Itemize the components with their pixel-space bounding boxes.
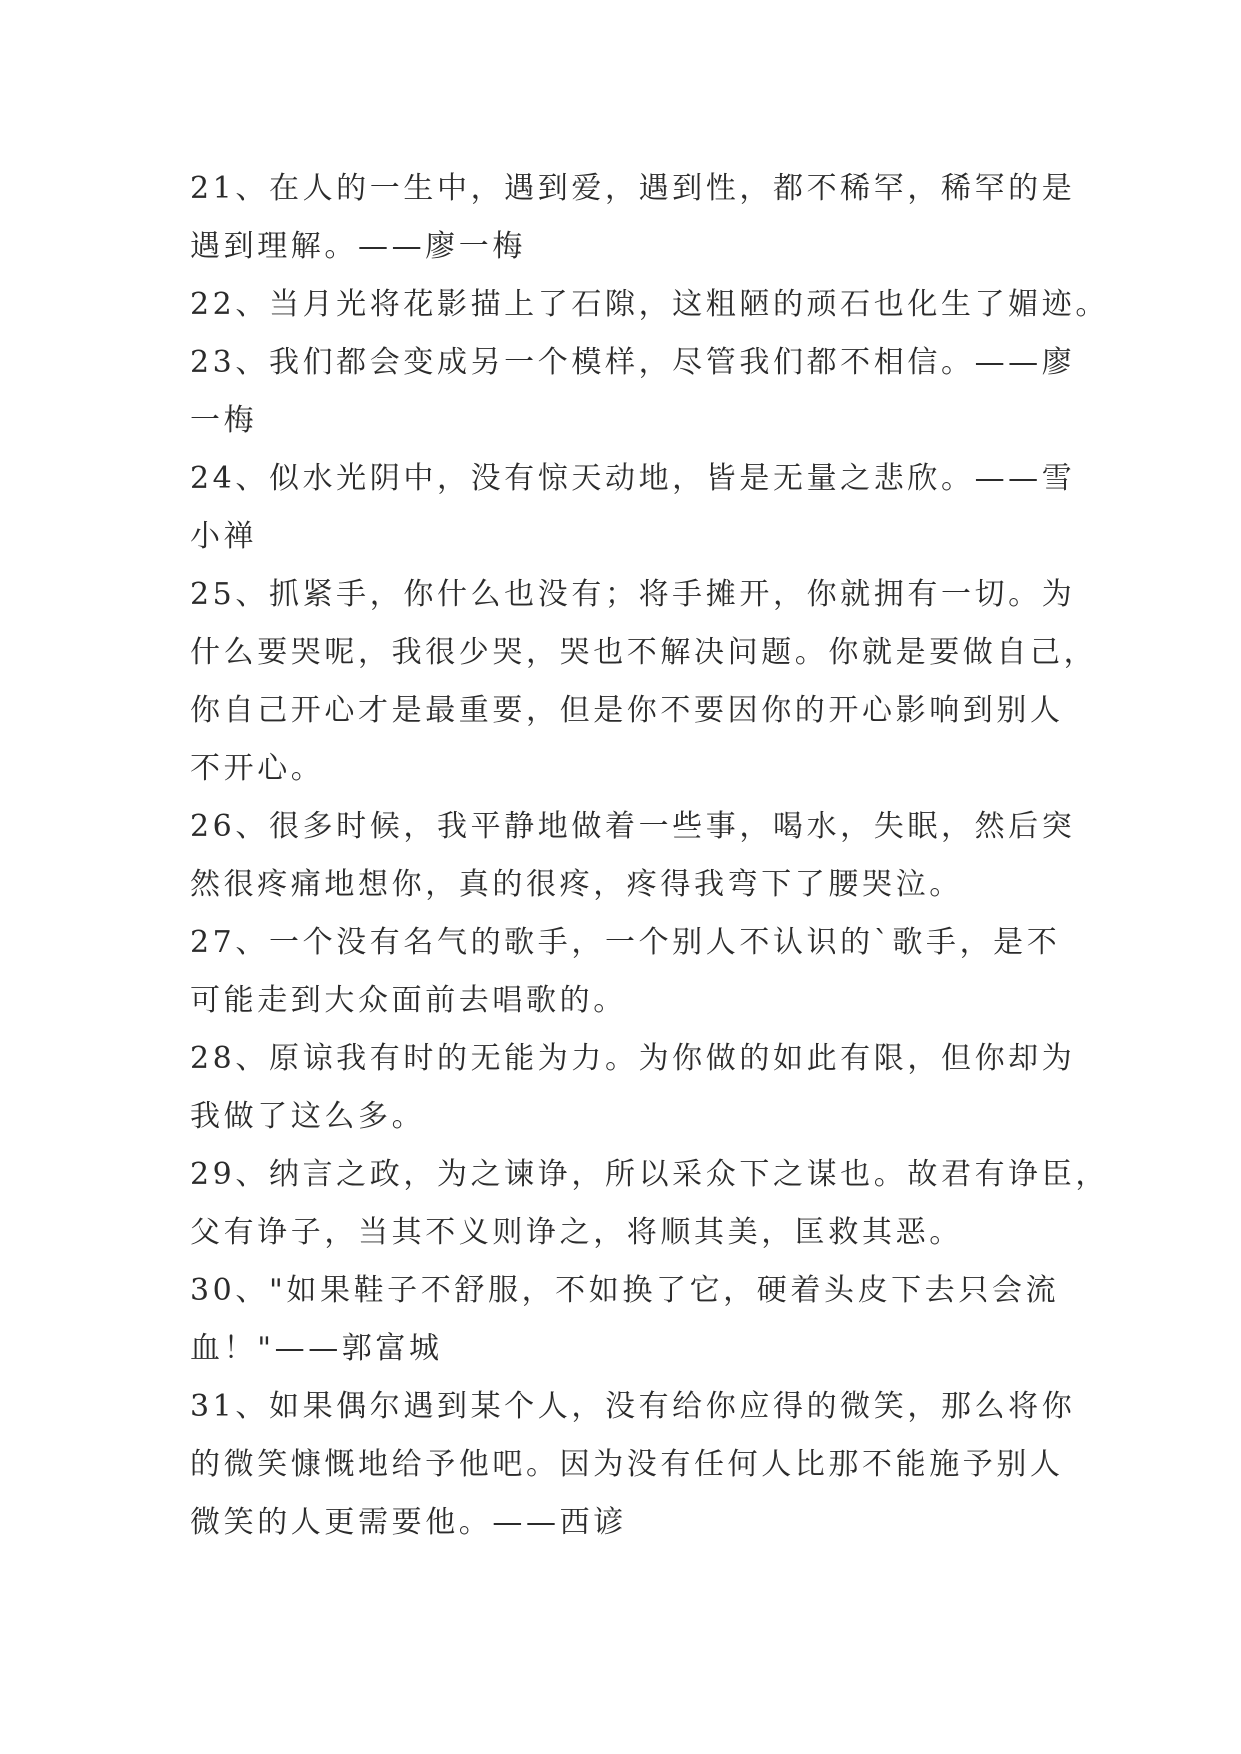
quote-line: 微笑的人更需要他。——西谚 xyxy=(190,1505,627,1540)
quote-entry-22 xyxy=(190,276,1109,334)
quote-line: 29、纳言之政，为之谏诤，所以采众下之谋也。故君有诤臣， xyxy=(190,1157,1109,1192)
quote-line: 27、一个没有名气的歌手，一个别人不认识的`歌手，是不 xyxy=(190,925,1061,960)
quote-entry-26 xyxy=(190,798,1076,914)
quote-line: 的微笑慷慨地给予他吧。因为没有任何人比那不能施予别人 xyxy=(190,1447,1064,1482)
quote-line: 30、"如果鞋子不舒服，不如换了它，硬着头皮下去只会流 xyxy=(190,1273,1060,1308)
quote-entry-27 xyxy=(190,914,1061,1030)
quote-entry-30 xyxy=(190,1262,1060,1378)
quote-line: 我做了这么多。 xyxy=(190,1099,426,1134)
quote-line: 遇到理解。——廖一梅 xyxy=(190,229,526,264)
quote-line: 26、很多时候，我平静地做着一些事，喝水，失眠，然后突 xyxy=(190,809,1076,844)
quote-line: 25、抓紧手，你什么也没有；将手摊开，你就拥有一切。为 xyxy=(190,577,1076,612)
quote-entry-29 xyxy=(190,1146,1109,1262)
quote-entry-25 xyxy=(190,566,1098,798)
quote-line: 可能走到大众面前去唱歌的。 xyxy=(190,983,627,1018)
quote-entry-31 xyxy=(190,1378,1076,1552)
quote-line: 血！"——郭富城 xyxy=(190,1331,443,1366)
quote-line: 什么要哭呢，我很少哭，哭也不解决问题。你就是要做自己， xyxy=(190,635,1098,670)
quote-entry-23 xyxy=(190,334,1076,450)
quote-line: 28、原谅我有时的无能为力。为你做的如此有限，但你却为 xyxy=(190,1041,1076,1076)
quote-line: 不开心。 xyxy=(190,751,325,786)
quote-line: 23、我们都会变成另一个模样，尽管我们都不相信。——廖 xyxy=(190,345,1076,380)
quote-line: 然很疼痛地想你，真的很疼，疼得我弯下了腰哭泣。 xyxy=(190,867,963,902)
quote-entry-28 xyxy=(190,1030,1076,1146)
quote-list xyxy=(190,160,1109,1552)
quote-line: 21、在人的一生中，遇到爱，遇到性，都不稀罕，稀罕的是 xyxy=(190,171,1076,206)
quote-line: 一梅 xyxy=(190,403,258,438)
quote-line: 24、似水光阴中，没有惊天动地，皆是无量之悲欣。——雪 xyxy=(190,461,1076,496)
quote-line: 你自己开心才是最重要，但是你不要因你的开心影响到别人 xyxy=(190,693,1064,728)
quote-line: 22、当月光将花影描上了石隙，这粗陋的顽石也化生了媚迹。 xyxy=(190,287,1109,322)
quote-line: 小禅 xyxy=(190,519,258,554)
quote-entry-21 xyxy=(190,160,1076,276)
quote-line: 31、如果偶尔遇到某个人，没有给你应得的微笑，那么将你 xyxy=(190,1389,1076,1424)
quote-line: 父有诤子，当其不义则诤之，将顺其美，匡救其恶。 xyxy=(190,1215,963,1250)
quote-entry-24 xyxy=(190,450,1076,566)
